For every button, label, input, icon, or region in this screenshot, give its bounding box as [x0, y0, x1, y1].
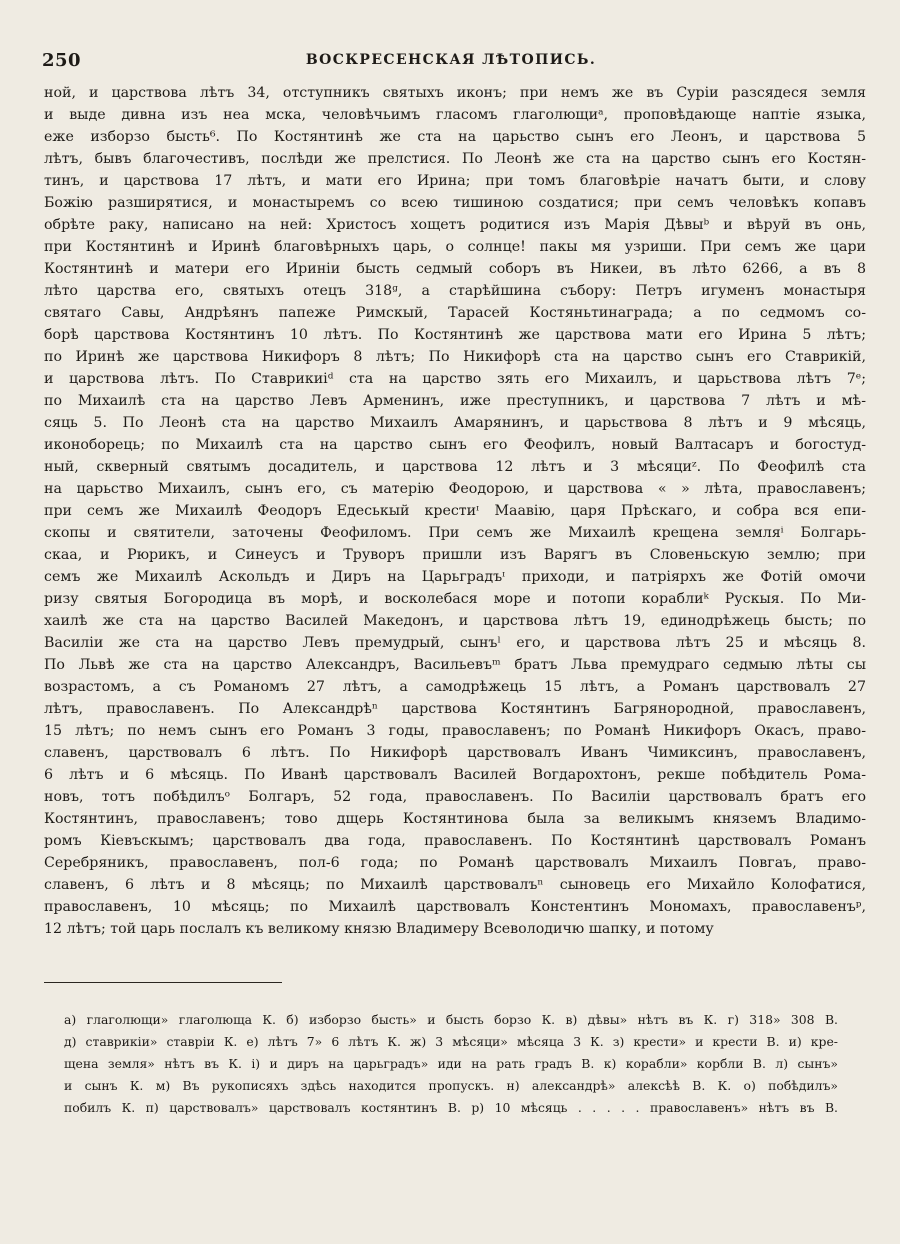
text-line: 6 лѣтъ и 6 мѣсяць. По Иванѣ царствовалъ Василей Вогдарохтонъ, рекше побѣдитель Рома- — [44, 767, 866, 783]
footnote-line: щена земля» нѣтъ въ К. i) и диръ на царьградъ» иди на рать градъ В. к) корабли» корбли В. л) сынъ» — [64, 1056, 838, 1071]
text-line: хаилѣ же ста на царство Василей Македонъ, и царствова лѣтъ 19, единодрѣжець бысть; по — [44, 613, 866, 629]
text-line: и царствова лѣтъ. По Ставрикиiᵈ ста на царство зять его Михаилъ, и царьствова лѣтъ 7ᵉ; — [44, 371, 866, 387]
text-line: новъ, тотъ побѣдилъᵒ Болгаръ, 52 года, православенъ. По Василiи царствовалъ братъ его — [44, 789, 866, 805]
text-line: по Иринѣ же царствова Никифоръ 8 лѣтъ; По Никифорѣ ста на царство сынъ его Ставрикiй, — [44, 349, 866, 365]
footnote-divider — [44, 982, 282, 983]
text-line: Божiю разширятися, и монастыремъ со всею тишиною создатися; при семъ человѣкъ копавъ — [44, 195, 866, 211]
text-line: еже изборзо бысть⁶. По Костянтинѣ же ста на царьство сынъ его Леонъ, и царствова 5 — [44, 129, 866, 145]
text-line: при семъ же Михаилѣ Феодоръ Едеськый крестиᶦ Маавiю, царя Прѣскаго, и собра вся епи- — [44, 503, 866, 519]
footnote-line: побилъ К. п) царствовалъ» царствовалъ костянтинъ В. р) 10 мѣсяць . . . . . православенъ» нѣтъ въ В. — [64, 1100, 838, 1115]
footnotes — [64, 1009, 838, 1119]
text-line: православенъ, 10 мѣсяць; по Михаилѣ царствовалъ Констентинъ Мономахъ, православенъᵖ, — [44, 899, 866, 915]
text-line: Костянтинѣ и матери его Ириніи бысть седмый соборъ въ Никеи, въ лѣто 6266, а въ 8 — [44, 261, 866, 277]
text-line: возрастомъ, а съ Романомъ 27 лѣтъ, а самодрѣжець 15 лѣтъ, а Романъ царствовалъ 27 — [44, 679, 866, 695]
text-line: лѣтъ, бывъ благочестивъ, послѣди же прелстися. По Леонѣ же ста на царство сынъ его Костян- — [44, 151, 866, 167]
text-line: ной, и царствова лѣтъ 34, отступникъ святыхъ иконъ; при немъ же въ Сурiи разсядеся земля — [44, 85, 866, 101]
text-line: лѣто царства его, святыхъ отецъ 318ᵍ, а старѣйшина събору: Петръ игуменъ монастыря — [44, 283, 866, 299]
running-title: ВОСКРЕСЕНСКАЯ ЛѢТОПИСЬ. — [305, 52, 597, 68]
footnote-line: и сынъ К. м) Въ рукописяхъ здѣсь находится пропускъ. н) александрѣ» алексѣѣ В. К. о) побѣдилъ» — [64, 1078, 838, 1093]
text-line: иконоборець; по Михаилѣ ста на царство сынъ его Феофилъ, новый Валтасаръ и богостуд- — [44, 437, 866, 453]
main-text — [44, 82, 866, 940]
page-header — [42, 50, 860, 74]
text-line: обрѣте раку, написано на ней: Христосъ хощетъ родитися изъ Марiя Дѣвыᵇ и вѣруй въ онь, — [44, 217, 866, 233]
page-number: 250 — [42, 50, 82, 71]
text-line: при Костянтинѣ и Иринѣ благовѣрныхъ царь, о солнце! пакы мя узриши. При семъ же цари — [44, 239, 866, 255]
text-line: По Львѣ же ста на царство Александръ, Васильевъᵐ братъ Льва премудраго седмыю лѣты сы — [44, 657, 866, 673]
text-line: лѣтъ, православенъ. По Александрѣⁿ царствова Костянтинъ Багрянородной, православенъ, — [44, 701, 866, 717]
footnote-line: а) глаголющи» глаголюща К. б) изборзо бысть» и бысть борзо К. в) дѣвы» нѣтъ въ К. г) 318» 308 В. — [64, 1012, 838, 1027]
text-line: славенъ, 6 лѣтъ и 8 мѣсяць; по Михаилѣ царствовалъⁿ сыновець его Михайло Колофатися, — [44, 877, 866, 893]
text-line: Василiи же ста на царство Левъ премудрый, сынъˡ его, и царствова лѣтъ 25 и мѣсяць 8. — [44, 635, 866, 651]
text-line: святаго Савы, Андрѣянъ папеже Римскый, Тарасей Костяньтинаграда; а по седмомъ со- — [44, 305, 866, 321]
footnote-line: д) ставрикiи» ставрiи К. е) лѣтъ 7» 6 лѣтъ К. ж) 3 мѣсяци» мѣсяца 3 К. з) крести» и крести В. и) кре- — [64, 1034, 838, 1049]
text-line: ный, скверный святымъ досадитель, и царствова 12 лѣтъ и 3 мѣсяциᶻ. По Феофилѣ ста — [44, 459, 866, 475]
text-line: сяць 5. По Леонѣ ста на царство Михаилъ Амарянинъ, и царьствова 8 лѣтъ и 9 мѣсяць, — [44, 415, 866, 431]
text-line: и выде дивна изъ неа мска, человѣчьимъ гласомъ глаголющиᵃ, проповѣдающе нaптiе языка, — [44, 107, 866, 123]
text-line: Серебряникъ, православенъ, пол-6 года; по Романѣ царствовалъ Михаилъ Повгаъ, право- — [44, 855, 866, 871]
text-line: 15 лѣтъ; по немъ сынъ его Романъ 3 годы, православенъ; по Романѣ Никифоръ Окасъ, право- — [44, 723, 866, 739]
text-line: борѣ царствова Костянтинъ 10 лѣтъ. По Костянтинѣ же царствова мати его Ирина 5 лѣтъ; — [44, 327, 866, 343]
text-line: на царьство Михаилъ, сынъ его, съ матерiю Феодорою, и царствова « » лѣта, православенъ; — [44, 481, 866, 497]
text-line: скопы и святители, заточены Феофиломъ. При семъ же Михаилѣ крещена земляⁱ Болгарь- — [44, 525, 866, 541]
text-line: скаа, и Рюрикъ, и Синеусъ и Труворъ пришли изъ Варягъ въ Словеньскую землю; при — [44, 547, 866, 563]
text-line: по Михаилѣ ста на царство Левъ Арменинъ, иже преступникъ, и царствова 7 лѣтъ и мѣ- — [44, 393, 866, 409]
text-line: славенъ, царствовалъ 6 лѣтъ. По Никифорѣ царствовалъ Иванъ Чимиксинъ, православенъ, — [44, 745, 866, 761]
text-line: ризу святыя Богородица въ морѣ, и восколебася море и потопи кораблиᵏ Рускыя. По Ми- — [44, 591, 866, 607]
text-line: семъ же Михаилѣ Аскольдъ и Диръ на Царьградъᶦ приходи, и патрiярхъ же Фотiй омочи — [44, 569, 866, 585]
text-line: 12 лѣтъ; той царь послалъ къ великому князю Владимеру Всеволодичю шапку, и потому — [44, 921, 714, 937]
text-line: ромъ Кiевъскымъ; царствовалъ два года, православенъ. По Костянтинѣ царствовалъ Романъ — [44, 833, 866, 849]
text-line: тинъ, и царствова 17 лѣтъ, и мати его Ирина; при томъ благовѣрiе начатъ быти, и слову — [44, 173, 866, 189]
text-line: Костянтинъ, православенъ; тово дщерь Костянтинова была за великымъ княземъ Владимо- — [44, 811, 866, 827]
